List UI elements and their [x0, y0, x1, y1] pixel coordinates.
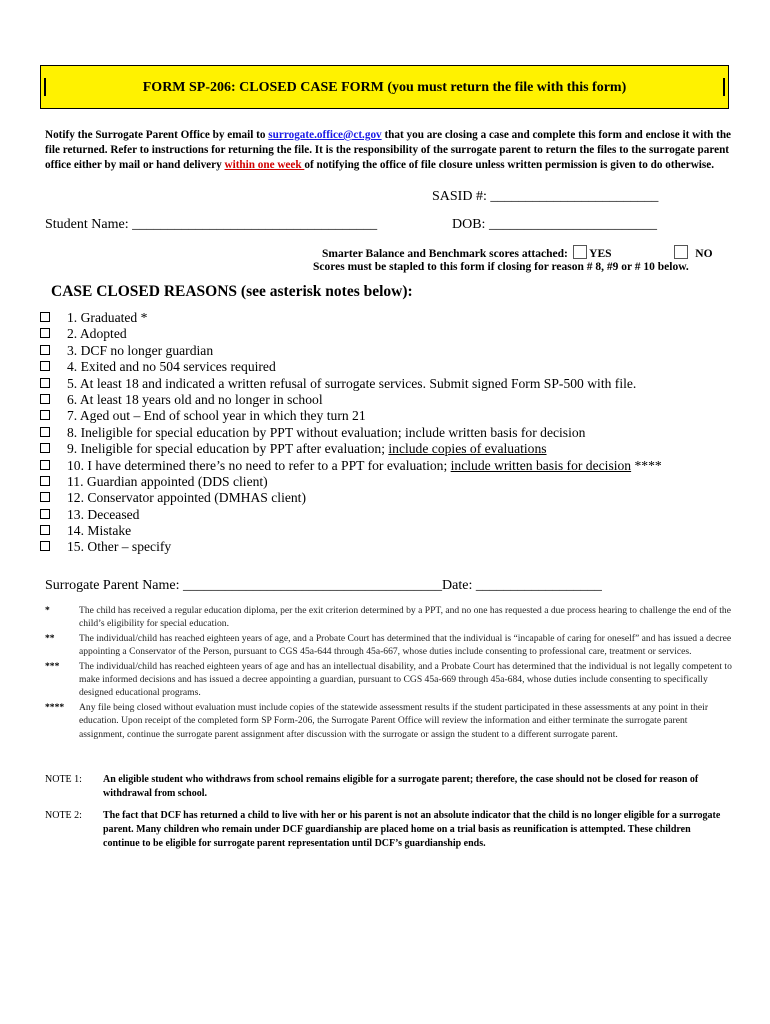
reason-checkbox[interactable] — [40, 378, 50, 388]
reason-text: 4. Exited and no 504 services required — [67, 359, 276, 375]
note-label: NOTE 1: — [45, 774, 82, 785]
important-notes — [45, 773, 725, 859]
reason-text: 10. I have determined there’s no need to refer to a PPT for evaluation; — [67, 457, 451, 473]
reasons-list — [40, 310, 662, 556]
reason-checkbox[interactable] — [40, 443, 50, 453]
reason-item[interactable] — [40, 408, 662, 424]
reason-item[interactable] — [40, 539, 662, 555]
reason-suffix: **** — [631, 457, 662, 473]
note-text: An eligible student who withdraws from school remains eligible for a surrogate parent; therefore, the case should not be closed for reason of withdrawal from school. — [103, 774, 699, 799]
reason-text: 14. Mistake — [67, 523, 132, 539]
form-title: FORM SP-206: CLOSED CASE FORM (you must return the file with this form) — [142, 80, 627, 95]
asterisk-notes — [45, 604, 735, 742]
student-name-blank[interactable]: ___________________________________ — [132, 217, 378, 232]
intro-text-1: Notify the Surrogate Parent Office by email to — [45, 129, 269, 141]
note-text: The fact that DCF has returned a child to live with her or his parent is not an absolute indicator that the child is no longer eligible for a surrogate parent. Many children who remain under DCF guardianship are placed home on a trial basis as reunification is attempted. These children continue to be eligible for surrogate parent representation until DCF’s guardianship ends. — [103, 810, 721, 849]
reason-checkbox[interactable] — [40, 394, 50, 404]
scores-no-label: NO — [695, 248, 713, 260]
reason-checkbox[interactable] — [40, 525, 50, 535]
sasid-label: SASID #: — [432, 189, 487, 204]
dob-label: DOB: — [452, 217, 486, 232]
reason-item[interactable] — [40, 523, 662, 539]
reason-item[interactable] — [40, 490, 662, 506]
surrogate-name-blank[interactable]: _____________________________________ — [183, 578, 443, 593]
asterisk-mark: ** — [45, 632, 55, 644]
reason-item[interactable] — [40, 376, 662, 392]
dob-blank[interactable]: ________________________ — [488, 217, 657, 232]
date-blank[interactable]: __________________ — [475, 578, 602, 593]
reason-checkbox[interactable] — [40, 328, 50, 338]
asterisk-note-text: Any file being closed without evaluation must include copies of the statewide assessment results if the student participated in these assessments at any point in their education. Upon receipt of the completed form SP Form-206, the Surrogate Parent Office will review the information and either terminate the surrogate parent assignment, continue the surrogate parent assignment after discussion with the surrogate or assign the student to a different surrogate parent. — [79, 701, 709, 740]
date-label: Date: — [442, 578, 473, 593]
intro-text-3: of notifying the office of file closure unless written permission is given to do otherwise. — [304, 159, 715, 171]
reason-checkbox[interactable] — [40, 476, 50, 486]
reason-item[interactable] — [40, 507, 662, 523]
reason-text: 12. Conservator appointed (DMHAS client) — [67, 490, 306, 506]
sasid-blank[interactable]: ________________________ — [490, 189, 659, 204]
reason-text: 7. Aged out – End of school year in which they turn 21 — [67, 408, 366, 424]
student-name-label: Student Name: — [45, 217, 129, 232]
reason-text: 9. Ineligible for special education by PPT after evaluation; — [67, 441, 389, 457]
reason-text: 1. Graduated * — [67, 310, 148, 325]
reason-checkbox[interactable] — [40, 492, 50, 502]
reason-text: 2. Adopted — [67, 326, 127, 342]
scores-no-checkbox[interactable] — [674, 245, 688, 259]
form-title-banner — [40, 65, 729, 109]
reason-text: 8. Ineligible for special education by PPT without evaluation; include written basis for decision — [67, 424, 586, 440]
reason-text: 15. Other – specify — [67, 539, 172, 555]
scores-note: Scores must be stapled to this form if closing for reason # 8, #9 or # 10 below. — [313, 261, 689, 273]
note-label: NOTE 2: — [45, 810, 82, 821]
asterisk-mark: *** — [45, 660, 60, 672]
deadline-text: within one week — [224, 159, 305, 171]
scores-question: Smarter Balance and Benchmark scores attached: — [322, 248, 568, 260]
reason-text: 6. At least 18 years old and no longer in school — [67, 391, 323, 407]
scores-yes-checkbox[interactable] — [573, 245, 587, 259]
email-link[interactable]: surrogate.office@ct.gov — [268, 129, 382, 141]
asterisk-note — [45, 701, 735, 741]
scores-question-row — [322, 245, 713, 260]
reason-item[interactable] — [40, 425, 662, 441]
asterisk-note-text: The individual/child has reached eighteen years of age and has an intellectual disability, and a Probate Court has determined that the individual is not legally competent to make informed decisions and has issued a decree appointing a guardian, pursuant to CGS 45a-669 through 45a-684, whose duties include consenting to specifically designed educational programs. — [79, 660, 732, 699]
reason-text: 5. At least 18 and indicated a written refusal of surrogate services. Submit signed Form SP-500 with file. — [67, 375, 637, 391]
asterisk-note — [45, 604, 735, 631]
reason-text: 11. Guardian appointed (DDS client) — [67, 473, 268, 489]
reason-item[interactable] — [40, 474, 662, 490]
reason-checkbox[interactable] — [40, 460, 50, 470]
note-2 — [45, 809, 725, 851]
reason-checkbox[interactable] — [40, 345, 50, 355]
case-closed-reasons-heading: CASE CLOSED REASONS (see asterisk notes below): — [51, 283, 413, 300]
asterisk-mark: * — [45, 605, 50, 616]
asterisk-note-text: The child has received a regular education diploma, per the exit criterion determined by a PPT, and no one has requested a due process hearing to challenge the end of the child’s eligibility for special education. — [79, 605, 731, 630]
scores-yes-label: YES — [589, 248, 612, 260]
reason-underlined-text: include written basis for decision — [450, 457, 632, 473]
surrogate-signature-row — [45, 578, 602, 594]
student-name-field[interactable] — [45, 217, 377, 233]
reason-underlined-text: include copies of evaluations — [388, 441, 547, 457]
intro-text-2: that you are closing a case and complete this form and enclose it with the file returned. Refer to instructions for returning the file. It is the responsibility of the surrogate parent to return the files to the surrogate parent office either by mail or hand delivery — [45, 129, 732, 171]
asterisk-note — [45, 660, 735, 700]
reason-item[interactable] — [40, 458, 662, 474]
reason-checkbox[interactable] — [40, 427, 50, 437]
reason-item[interactable] — [40, 392, 662, 408]
surrogate-name-label: Surrogate Parent Name: — [45, 578, 180, 593]
banner-right-mark — [723, 78, 725, 96]
asterisk-mark: **** — [45, 701, 65, 713]
dob-field[interactable] — [452, 217, 657, 233]
note-1 — [45, 773, 725, 801]
reason-checkbox[interactable] — [40, 361, 50, 371]
reason-item[interactable] — [40, 359, 662, 375]
reason-text: 13. Deceased — [67, 506, 140, 522]
reason-item[interactable] — [40, 326, 662, 342]
intro-paragraph — [45, 128, 735, 173]
reason-item[interactable] — [40, 310, 662, 326]
reason-checkbox[interactable] — [40, 410, 50, 420]
reason-checkbox[interactable] — [40, 312, 50, 322]
reason-item[interactable] — [40, 343, 662, 359]
reason-text: 3. DCF no longer guardian — [67, 342, 214, 358]
reason-checkbox[interactable] — [40, 509, 50, 519]
asterisk-note-text: The individual/child has reached eighteen years of age, and a Probate Court has determined that the individual is “incapable of caring for oneself” and has issued a decree appointing a Conservator of the Person, pursuant to CGS 45a-644 through 45a-667, whose duties include consenting to professional care, treatment or services. — [79, 632, 732, 658]
asterisk-note — [45, 632, 735, 659]
reason-item[interactable] — [40, 441, 662, 457]
sasid-field[interactable] — [432, 189, 658, 205]
reason-checkbox[interactable] — [40, 541, 50, 551]
